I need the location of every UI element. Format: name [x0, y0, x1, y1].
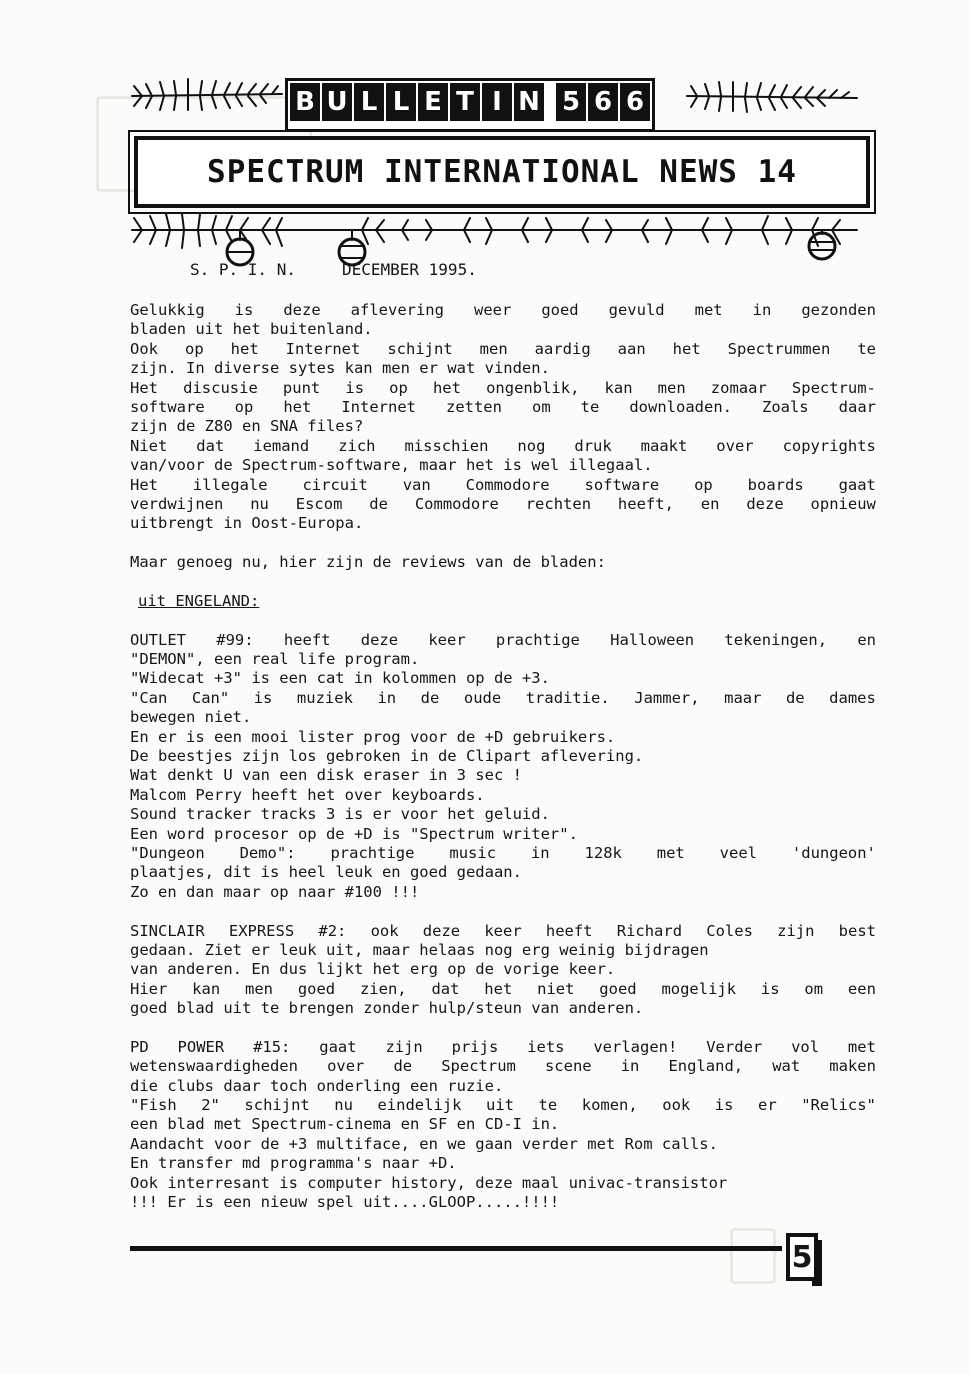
footer-rule — [130, 1246, 782, 1251]
word: Demo": — [239, 843, 296, 862]
bulletin-logo-box — [285, 78, 655, 132]
bulletin-letter: L — [392, 87, 410, 117]
blank-line — [130, 902, 876, 921]
text-line — [130, 476, 876, 495]
word: met — [656, 843, 685, 862]
word: niet — [537, 979, 575, 998]
word: de — [393, 1057, 413, 1076]
text-line — [130, 689, 876, 708]
word: is — [234, 301, 254, 319]
word: in — [752, 301, 772, 319]
bulletin-word-cell — [418, 83, 448, 121]
text-line: gedaan. Ziet er leuk uit, maar helaas nog erg weinig bijdragen — [130, 940, 709, 959]
word: prachtige — [330, 843, 415, 862]
word: daar — [838, 397, 876, 416]
text-line — [130, 340, 876, 359]
word: zijn — [385, 1037, 423, 1056]
text-line — [130, 1038, 876, 1057]
text-line: Aandacht voor de +3 multiface, en we gaan verder met Rom calls. — [130, 1134, 718, 1153]
word: copyrights — [782, 436, 876, 455]
word: Het — [130, 475, 158, 494]
word: oude — [463, 688, 502, 707]
word: de — [369, 494, 388, 513]
masthead — [112, 40, 882, 270]
word: om — [531, 397, 551, 416]
text-line — [130, 437, 876, 456]
word: uit — [486, 1096, 514, 1115]
byline-org: S. P. I. N. — [190, 260, 296, 279]
word: POWER — [177, 1037, 225, 1056]
text-line: zijn de Z80 en SNA files? — [130, 417, 364, 436]
word: komen, — [581, 1096, 638, 1115]
word: dat — [196, 436, 225, 455]
bulletin-word-cell — [322, 83, 352, 121]
word: #15: — [253, 1037, 291, 1056]
text-line: Een word procesor op de +D is "Spectrum writer". — [130, 824, 578, 843]
word: iets — [527, 1037, 565, 1056]
bleed-through-frame — [730, 1228, 776, 1284]
word: om — [804, 979, 824, 998]
word: kan — [192, 979, 221, 998]
word: Zoals — [761, 397, 809, 416]
text-line: van/voor de Spectrum-software, maar het is wel illegaal. — [130, 456, 653, 475]
bulletin-letter: L — [360, 87, 378, 117]
word: muziek — [296, 688, 353, 707]
text-line: die clubs daar toch onderling een ruzie. — [130, 1076, 504, 1095]
text-line — [130, 631, 876, 650]
text-line: Sound tracker tracks 3 is er voor het geluid. — [130, 805, 550, 824]
word: het — [283, 397, 312, 416]
word: van — [402, 475, 431, 494]
text-line: bladen uit het buitenland. — [130, 320, 373, 339]
text-line: Ook interresant is computer history, deze maal univac-transistor — [130, 1173, 728, 1192]
word: wat — [772, 1057, 801, 1076]
word: Internet — [285, 339, 361, 358]
text-line — [130, 301, 876, 320]
word: Can" — [191, 688, 230, 707]
word: een — [847, 979, 876, 998]
word: het — [484, 979, 513, 998]
word: 'dungeon' — [791, 843, 876, 862]
bulletin-word-cell — [482, 83, 512, 121]
word: vol — [791, 1037, 820, 1056]
word: schijnt — [244, 1096, 310, 1115]
word: op — [185, 339, 204, 358]
article-body — [130, 301, 876, 1212]
text-line: bewegen niet. — [130, 708, 252, 727]
word: Hier — [130, 979, 168, 998]
text-line: Malcom Perry heeft het over keyboards. — [130, 785, 485, 804]
text-line: !!! Er is een nieuw spel uit....GLOOP.....!!!! — [130, 1192, 560, 1211]
bulletin-number-cell — [620, 83, 650, 121]
blank-line — [130, 534, 876, 553]
newsletter-title: SPECTRUM INTERNATIONAL NEWS 14 — [207, 154, 797, 190]
bulletin-letter: E — [424, 87, 442, 117]
bulletin-word-cell — [450, 83, 480, 121]
word: SINCLAIR — [130, 921, 205, 940]
word: traditie. — [525, 688, 610, 707]
word: nog — [517, 436, 546, 455]
word: men — [657, 378, 686, 397]
word: "Can — [130, 688, 168, 707]
word: Jammer, — [634, 688, 700, 707]
word: Niet — [130, 436, 168, 455]
word: goed — [541, 301, 579, 319]
text-line — [130, 922, 876, 941]
word: ongenblik, — [486, 378, 580, 397]
word: Internet — [341, 397, 416, 416]
blank-line — [130, 1018, 876, 1037]
word: de — [785, 688, 805, 707]
bulletin-word-cell — [354, 83, 384, 121]
bulletin-letter: I — [492, 87, 502, 117]
word: veel — [719, 843, 757, 862]
word: prijs — [451, 1037, 499, 1056]
word: weer — [473, 301, 512, 319]
word: zijn — [777, 921, 815, 940]
word: over — [327, 1057, 365, 1076]
bulletin-word-cell — [514, 83, 544, 121]
text-line: uitbrengt in Oost-Europa. — [130, 514, 364, 533]
word: en — [700, 494, 720, 513]
word: Escom — [295, 494, 343, 513]
word: illegale — [192, 475, 268, 494]
word: deze — [283, 301, 321, 319]
word: over — [716, 436, 754, 455]
word: kan — [604, 378, 633, 397]
word: te — [538, 1096, 558, 1115]
word: en — [857, 630, 876, 649]
section-heading — [130, 592, 876, 611]
bulletin-digit: 5 — [561, 87, 581, 117]
word: het — [672, 339, 701, 358]
word: eindelijk — [377, 1096, 462, 1115]
word: verlagen! — [593, 1037, 678, 1056]
word: gevuld — [608, 301, 665, 319]
text-line: "DEMON", een real life program. — [130, 650, 420, 669]
word: "Relics" — [801, 1096, 876, 1115]
word: te — [857, 339, 876, 358]
word: zien, — [359, 979, 407, 998]
word: opnieuw — [810, 494, 876, 513]
word: boards — [747, 475, 804, 494]
word: Gelukkig — [130, 301, 205, 319]
word: maakt — [640, 436, 688, 455]
word: software — [584, 475, 660, 494]
text-line — [130, 1096, 876, 1115]
word: met — [847, 1037, 876, 1056]
blank-line — [130, 611, 876, 630]
text-line: Zo en dan maar op naar #100 !!! — [130, 882, 420, 901]
word: Spectrum- — [791, 378, 876, 397]
word: er — [758, 1096, 777, 1115]
word: men — [479, 339, 508, 358]
text-line: "Widecat +3" is een cat in kolommen op de +3. — [130, 669, 550, 688]
text-line: En transfer md programma's naar +D. — [130, 1154, 457, 1173]
word: de — [420, 688, 440, 707]
word: "Fish — [130, 1096, 177, 1115]
text-line: Maar genoeg nu, hier zijn de reviews van de bladen: — [130, 553, 606, 572]
word: is — [253, 688, 273, 707]
bulletin-word-cell — [386, 83, 416, 121]
word: Coles — [706, 921, 753, 940]
word: EXPRESS — [228, 921, 295, 940]
word: heeft, — [617, 494, 674, 513]
word: in — [620, 1057, 640, 1076]
word: gaat — [319, 1037, 357, 1056]
word: gaat — [838, 475, 876, 494]
text-line: De beestjes zijn los gebroken in de Clipart aflevering. — [130, 746, 644, 765]
blank-line — [130, 572, 876, 591]
word: Commodore — [465, 475, 550, 494]
word: tekeningen, — [724, 630, 828, 649]
word: ook — [370, 921, 399, 940]
word: zomaar — [710, 378, 767, 397]
word: rechten — [525, 494, 592, 513]
word: zetten — [445, 397, 502, 416]
word: deze — [422, 921, 461, 940]
word: circuit — [302, 475, 368, 494]
word: keer — [428, 630, 466, 649]
word: in — [377, 688, 397, 707]
text-line: van anderen. En dus lijkt het erg op de vorige keer. — [130, 960, 616, 979]
word: 128k — [584, 843, 622, 862]
word: nu — [334, 1096, 353, 1115]
text-line — [130, 980, 876, 999]
word: mogelijk — [661, 979, 737, 998]
word: deze — [746, 494, 784, 513]
word: op — [389, 378, 408, 397]
text-line: En er is een mooi lister prog voor de +D gebruikers. — [130, 727, 616, 746]
word: te — [580, 397, 600, 416]
newsletter-title-box — [134, 136, 870, 208]
bulletin-letter: U — [326, 87, 348, 117]
byline-date: DECEMBER 1995. — [341, 260, 477, 279]
word: zich — [338, 436, 376, 455]
text-line: plaatjes, dit is heel leuk en goed gedaan. — [130, 863, 522, 882]
word: Halloween — [610, 630, 695, 649]
bulletin-spacer — [546, 83, 554, 121]
text-line — [130, 398, 876, 417]
word: aan — [617, 339, 646, 358]
bulletin-number-cell — [556, 83, 586, 121]
word: Het — [130, 378, 158, 397]
word: PD — [130, 1037, 149, 1056]
word: "Dungeon — [130, 843, 205, 862]
word: het — [230, 339, 259, 358]
text-line: zijn. In diverse sytes kan men er wat vinden. — [130, 359, 550, 378]
text-line — [130, 1057, 876, 1076]
word: 2" — [201, 1096, 220, 1115]
word: Spectrum — [441, 1057, 516, 1076]
word: is — [714, 1096, 734, 1115]
word: nu — [250, 494, 269, 513]
text-line: Wat denkt U van een disk eraser in 3 sec ! — [130, 766, 522, 785]
byline — [190, 260, 477, 279]
text-line: goed blad uit te brengen zonder hulp/steun van anderen. — [130, 999, 644, 1018]
section-heading-text: uit ENGELAND: — [138, 591, 260, 610]
word: op — [694, 475, 713, 494]
word: aardig — [534, 339, 591, 358]
text-line — [130, 379, 876, 398]
bulletin-digit: 6 — [593, 87, 613, 117]
word: music — [449, 843, 497, 862]
word: men — [244, 979, 273, 998]
word: best — [838, 921, 876, 940]
word: verdwijnen — [130, 494, 224, 513]
bulletin-letter: B — [295, 87, 315, 117]
word: het — [432, 378, 461, 397]
word: punt — [282, 378, 321, 397]
word: maken — [829, 1057, 876, 1076]
word: wetenswaardigheden — [130, 1057, 298, 1076]
bulletin-number-cell — [588, 83, 618, 121]
word: heeft — [545, 921, 593, 940]
word: heeft — [283, 630, 331, 649]
word: dames — [829, 688, 876, 707]
word: in — [530, 843, 550, 862]
word: deze — [360, 630, 399, 649]
text-line — [130, 844, 876, 863]
word: goed — [297, 979, 336, 998]
word: Verder — [706, 1037, 763, 1056]
word: Spectrummen — [727, 339, 831, 358]
word: met — [694, 301, 723, 319]
bulletin-word-cell — [290, 83, 320, 121]
word: discusie — [183, 378, 258, 397]
word: Ook — [130, 339, 158, 358]
word: schijnt — [387, 339, 453, 358]
bulletin-letter: N — [518, 87, 540, 117]
text-line: een blad met Spectrum-cinema en SF en CD-I in. — [130, 1115, 560, 1134]
word: gezonden — [801, 301, 876, 319]
word: England, — [668, 1057, 744, 1076]
word: OUTLET — [130, 630, 186, 649]
page-number: 5 — [786, 1233, 818, 1281]
word: druk — [574, 436, 612, 455]
word: is — [345, 378, 365, 397]
word: goed — [599, 979, 637, 998]
word: keer — [484, 921, 522, 940]
word: iemand — [253, 436, 310, 455]
word: #99: — [216, 630, 254, 649]
word: scene — [544, 1057, 592, 1076]
word: prachtige — [495, 630, 580, 649]
word: #2: — [318, 921, 347, 940]
word: Commodore — [414, 494, 499, 513]
word: op — [234, 397, 254, 416]
bulletin-digit: 6 — [625, 87, 645, 117]
word: ook — [662, 1096, 691, 1115]
bulletin-letter: T — [456, 87, 474, 117]
word: Richard — [616, 921, 683, 940]
word: software — [130, 397, 205, 416]
word: maar — [724, 688, 762, 707]
word: misschien — [404, 436, 489, 455]
text-line — [130, 495, 876, 514]
word: is — [760, 979, 780, 998]
word: downloaden. — [629, 397, 732, 416]
word: dat — [431, 979, 460, 998]
word: aflevering — [350, 301, 444, 319]
